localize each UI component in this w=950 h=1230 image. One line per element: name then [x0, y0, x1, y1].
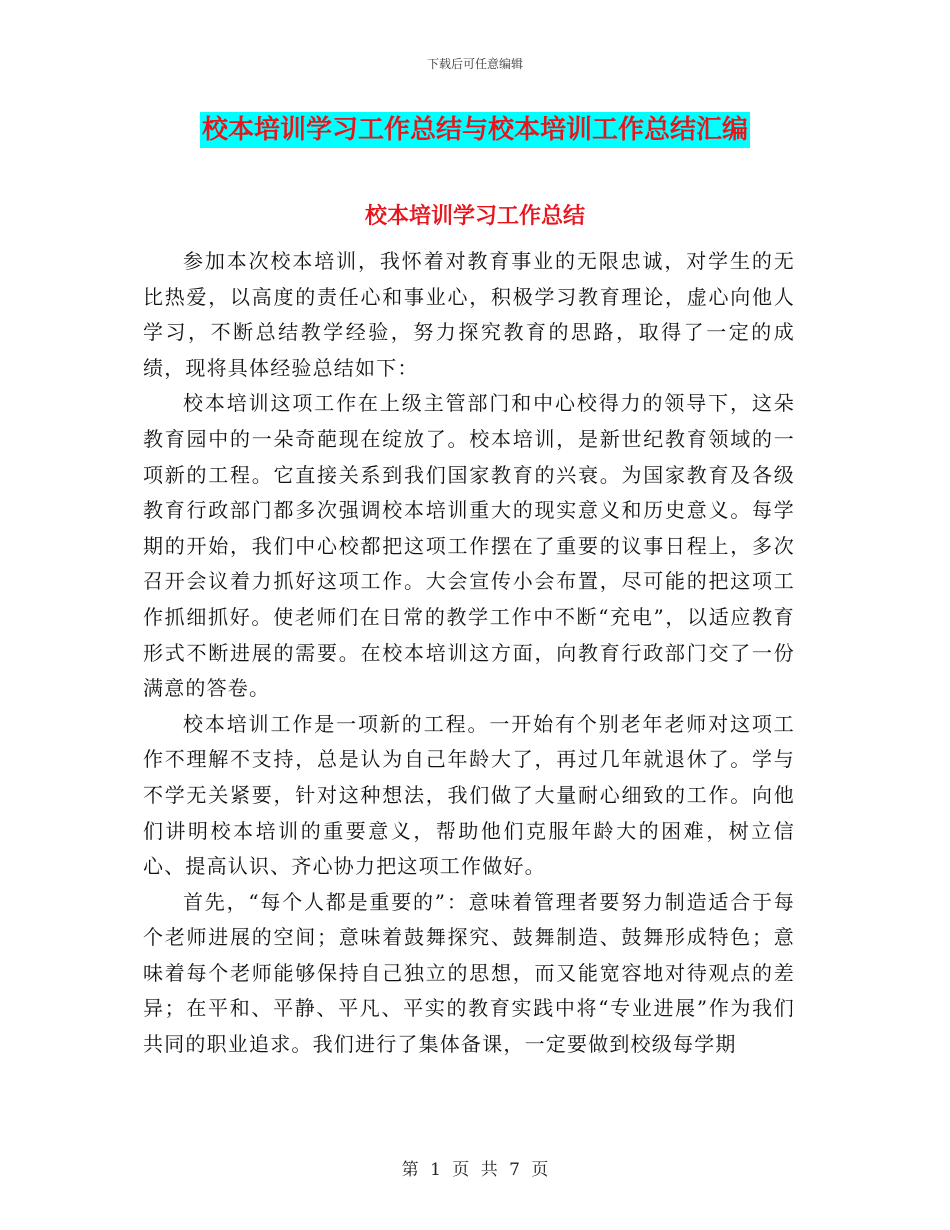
paragraph-3: 校本培训工作是一项新的工程。一开始有个别老年老师对这项工作不理解不支持，总是认为自己年龄大了，再过几年就退休了。学与不学无关紧要，针对这种想法，我们做了大量耐心细致的工作。向他们讲明校本培训的重要意义，帮助他们克服年龄大的困难，树立信心、提高认识、齐心协力把这项工作做好。: [143, 711, 795, 879]
section-title: 校本培训学习工作总结: [364, 203, 585, 229]
page-header-note: 下载后可任意编辑: [426, 57, 523, 71]
document-body: [143, 244, 795, 1063]
document-title-container: [0, 112, 950, 148]
paragraph-1: 参加本次校本培训，我怀着对教育事业的无限忠诚，对学生的无比热爱，以高度的责任心和事业心，积极学习教育理论，虚心向他人学习，不断总结教学经验，努力探究教育的思路，取得了一定的成绩，现将具体经验总结如下：: [143, 249, 795, 380]
paragraph-4: 首先，“每个人都是重要的”：意味着管理者要努力制造适合于每个老师进展的空间；意味着鼓舞探究、鼓舞制造、鼓舞形成特色；意味着每个老师能够保持自己独立的思想，而又能宽容地对待观点的差异；在平和、平静、平凡、平实的教育实践中将“专业进展”作为我们共同的职业追求。我们进行了集体备课，一定要做到校级每学期: [143, 889, 795, 1057]
page-footer: 第 1 页 共 7 页: [401, 1160, 549, 1180]
paragraph-2: 校本培训这项工作在上级主管部门和中心校得力的领导下，这朵教育园中的一朵奇葩现在绽放了。校本培训，是新世纪教育领域的一项新的工程。它直接关系到我们国家教育的兴衰。为国家教育及各级教育行政部门都多次强调校本培训重大的现实意义和历史意义。每学期的开始，我们中心校都把这项工作摆在了重要的议事日程上，多次召开会议着力抓好这项工作。大会宣传小会布置，尽可能的把这项工作抓细抓好。使老师们在日常的教学工作中不断“充电”，以适应教育形式不断进展的需要。在校本培训这方面，向教育行政部门交了一份满意的答卷。: [143, 391, 795, 701]
document-title: 校本培训学习工作总结与校本培训工作总结汇编: [200, 112, 750, 148]
